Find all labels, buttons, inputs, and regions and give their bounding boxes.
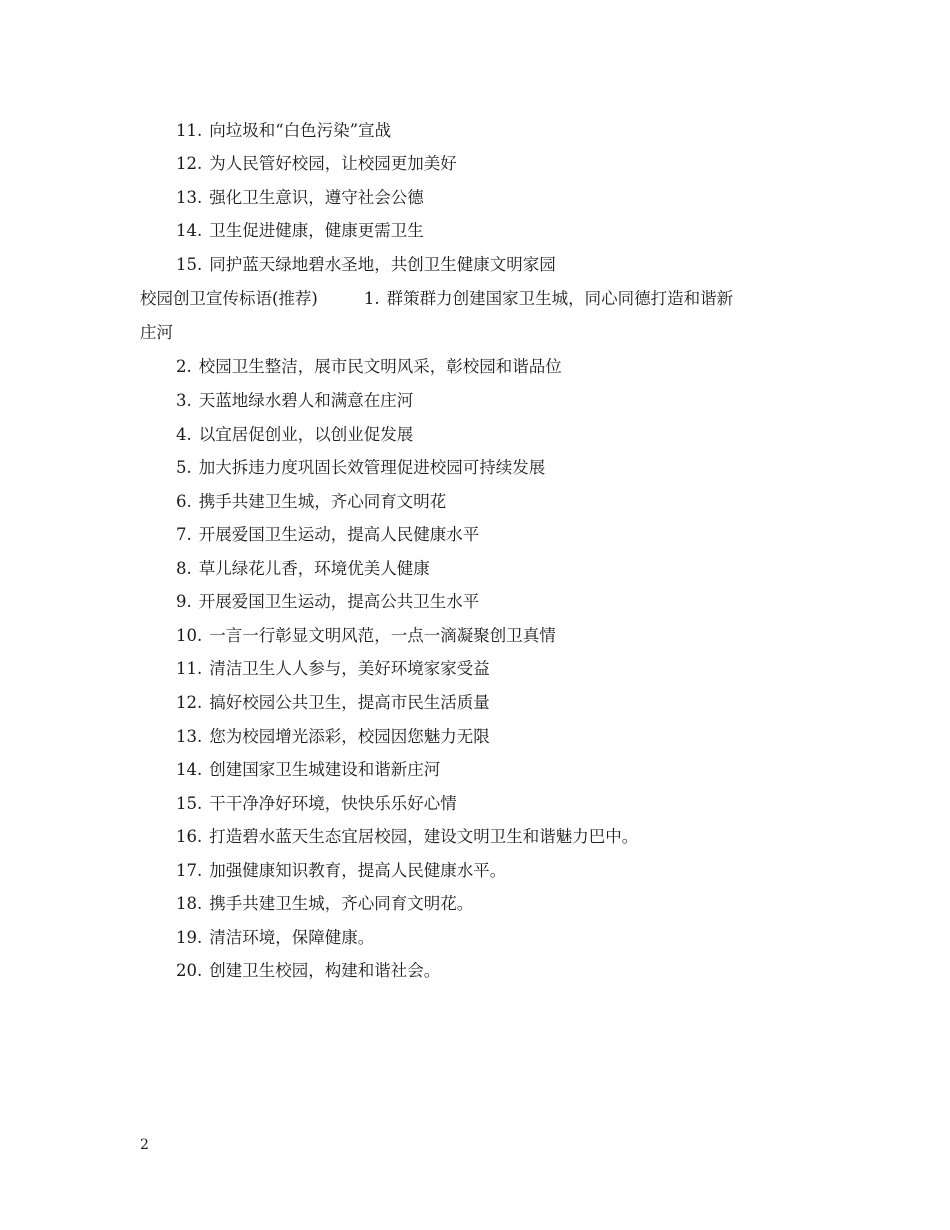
wrapped-text-line: [140, 323, 173, 343]
list-item-text: 一言一行彰显文明风范，一点一滴凝聚创卫真情: [209, 626, 556, 645]
list-item: [176, 861, 506, 881]
list-item: [176, 525, 479, 545]
list-item-number: 11.: [176, 121, 203, 140]
list-item: [176, 659, 490, 679]
list-item: [176, 794, 457, 814]
list-item: [176, 154, 457, 174]
list-item-number: 19.: [176, 928, 203, 947]
list-item-number: 14.: [176, 760, 203, 779]
list-item: [176, 458, 545, 478]
list-item-number: 15.: [176, 794, 203, 813]
list-item-number: 5.: [176, 458, 192, 477]
list-item-number: 13.: [176, 727, 203, 746]
list-item: [176, 626, 556, 646]
list-item-text: 以宜居促创业，以创业促发展: [198, 425, 414, 444]
list-item-number: 18.: [176, 894, 203, 913]
list-item-number: 11.: [176, 659, 203, 678]
section-heading-line: [140, 289, 733, 309]
list-item-number: 12.: [176, 154, 203, 173]
section-title: 校园创卫宣传标语(推荐): [140, 289, 318, 308]
list-item-text: 天蓝地绿水碧人和满意在庄河: [198, 391, 414, 410]
list-item-text: 清洁卫生人人参与，美好环境家家受益: [209, 659, 490, 678]
list-item-number: 4.: [176, 425, 192, 444]
list-item-text: 携手共建卫生城，齐心同育文明花。: [209, 894, 474, 913]
list-item: [176, 559, 430, 579]
list-item: [176, 961, 440, 981]
list-item-number: 3.: [176, 391, 192, 410]
list-item-number: 16.: [176, 827, 203, 846]
list-item-text: 加大拆违力度巩固长效管理促进校园可持续发展: [198, 458, 546, 477]
list-item: [176, 221, 424, 241]
list-item-number: 1.: [363, 289, 380, 308]
list-item-text: 群策群力创建国家卫生城，同心同德打造和谐新: [386, 289, 734, 308]
list-item-number: 17.: [176, 861, 203, 880]
list-item: [176, 357, 562, 377]
page-number: 2: [140, 1137, 149, 1153]
list-item: [176, 425, 413, 445]
list-item-text: 清洁环境，保障健康。: [209, 928, 375, 947]
list-item: [176, 255, 556, 275]
list-item: [176, 894, 473, 914]
list-item: [176, 827, 638, 847]
list-item: [176, 188, 424, 208]
list-item-number: 15.: [176, 255, 203, 274]
list-item-text: 搞好校园公共卫生，提高市民生活质量: [209, 693, 490, 712]
list-item-text: 携手共建卫生城，齐心同育文明花: [198, 492, 447, 511]
list-item-text: 打造碧水蓝天生态宜居校园，建设文明卫生和谐魅力巴中。: [209, 827, 639, 846]
list-item-text: 创建国家卫生城建设和谐新庄河: [209, 760, 441, 779]
list-item-text: 向垃圾和“白色污染”宣战: [209, 121, 392, 140]
list-item-number: 14.: [176, 221, 203, 240]
list-item-text: 校园卫生整洁，展市民文明风采，彰校园和谐品位: [198, 357, 562, 376]
list-item: [176, 760, 440, 780]
list-item-text: 同护蓝天绿地碧水圣地，共创卫生健康文明家园: [209, 255, 556, 274]
list-item-number: 20.: [176, 961, 203, 980]
list-item-number: 9.: [176, 592, 192, 611]
list-item-text-continued: 庄河: [140, 323, 173, 342]
list-item-text: 您为校园增光添彩，校园因您魅力无限: [209, 727, 490, 746]
list-item-text: 开展爱国卫生运动，提高人民健康水平: [198, 525, 480, 544]
list-item-text: 加强健康知识教育，提高人民健康水平。: [209, 861, 507, 880]
list-item-number: 10.: [176, 626, 203, 645]
list-item-text: 卫生促进健康，健康更需卫生: [209, 221, 424, 240]
list-item-text: 草儿绿花儿香，环境优美人健康: [198, 559, 430, 578]
list-item-text: 创建卫生校园，构建和谐社会。: [209, 961, 441, 980]
list-item: [176, 928, 374, 948]
list-item: [176, 391, 413, 411]
list-item-number: 12.: [176, 693, 203, 712]
list-item: [176, 693, 490, 713]
list-item: [176, 592, 479, 612]
list-item-text: 开展爱国卫生运动，提高公共卫生水平: [198, 592, 480, 611]
list-item-number: 8.: [176, 559, 192, 578]
list-item-text: 干干净净好环境，快快乐乐好心情: [209, 794, 457, 813]
list-item-number: 2.: [176, 357, 192, 376]
list-item-number: 13.: [176, 188, 203, 207]
list-item: [176, 727, 490, 747]
list-item: [176, 121, 391, 141]
list-item: [176, 492, 446, 512]
list-item-text: 强化卫生意识，遵守社会公德: [209, 188, 424, 207]
list-item-number: 7.: [176, 525, 192, 544]
list-item-text: 为人民管好校园，让校园更加美好: [209, 154, 457, 173]
list-item-number: 6.: [176, 492, 192, 511]
